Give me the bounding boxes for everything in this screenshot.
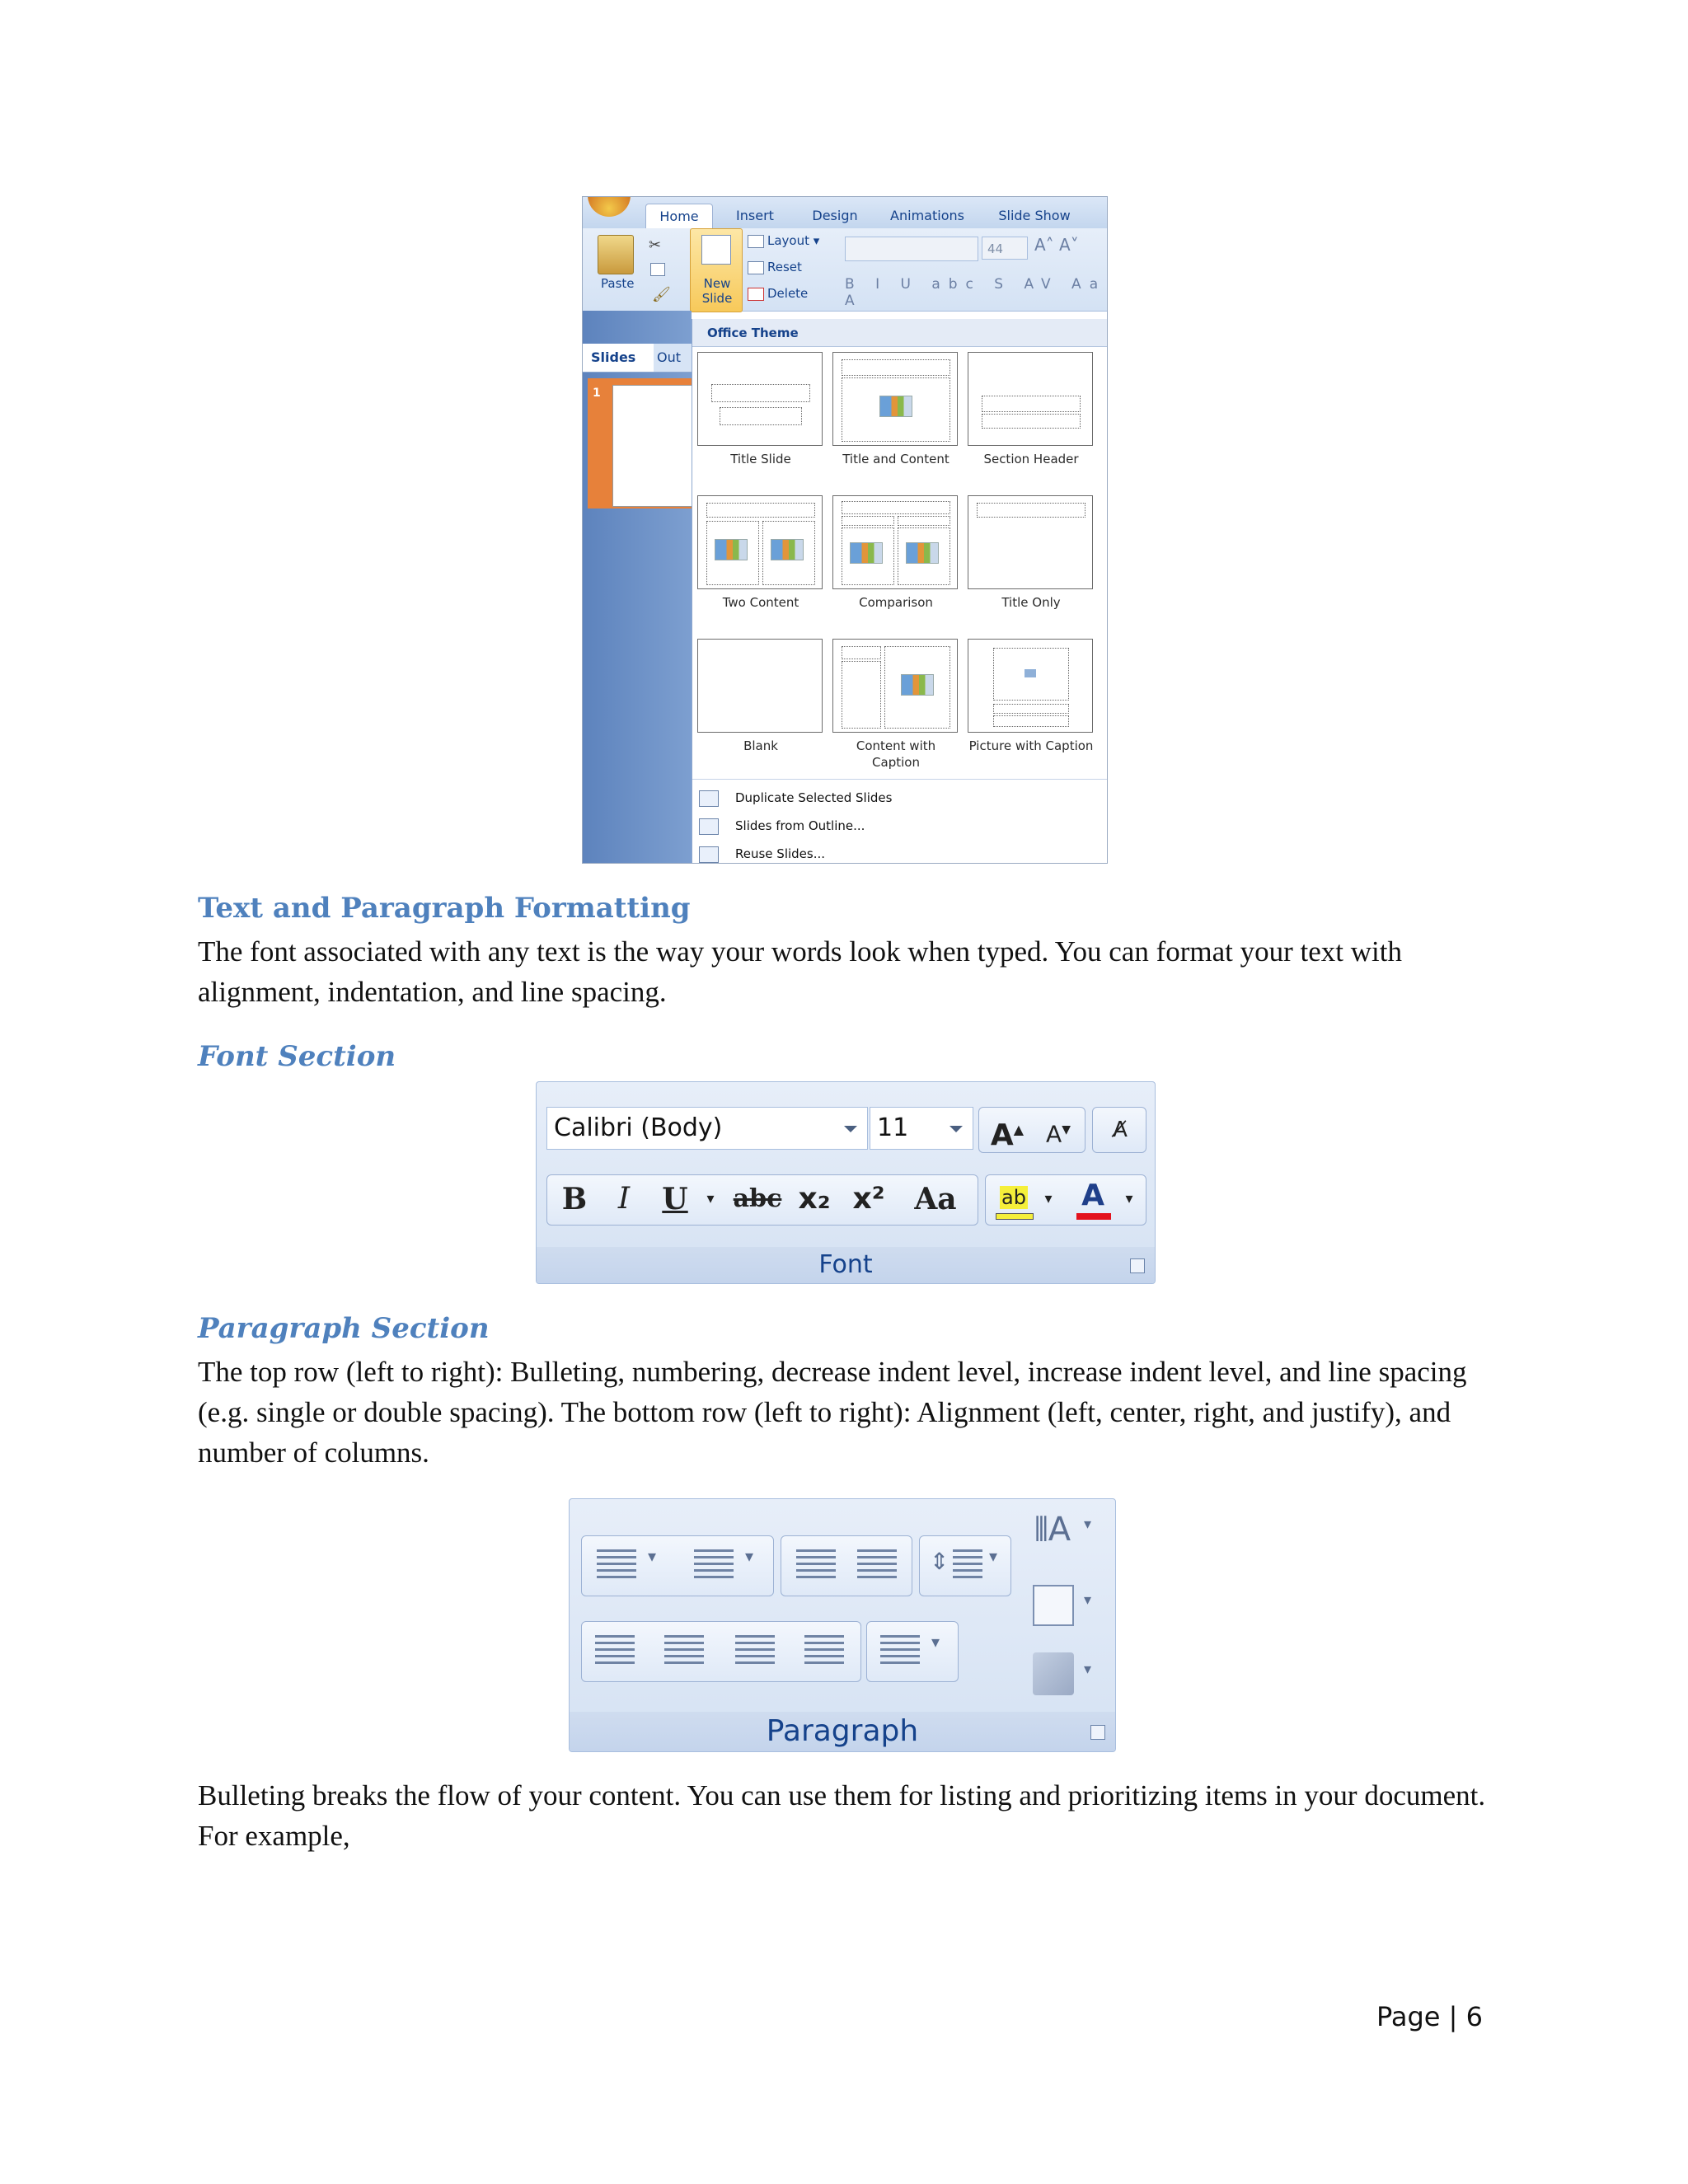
clear-formatting-group bbox=[1092, 1107, 1146, 1153]
layout-thumb bbox=[697, 495, 823, 589]
strikethrough-icon[interactable]: abc bbox=[733, 1184, 782, 1213]
new-slide-gallery-screenshot bbox=[582, 196, 1108, 864]
content-placeholder-icon bbox=[771, 539, 804, 560]
subscript-icon[interactable]: x₂ bbox=[798, 1182, 831, 1216]
layout-thumb bbox=[697, 639, 823, 733]
menu-item-label: Reuse Slides... bbox=[735, 846, 826, 861]
columns-icon[interactable] bbox=[880, 1635, 920, 1666]
content-placeholder-icon bbox=[879, 396, 912, 417]
smartart-dropdown-icon[interactable]: ▾ bbox=[1084, 1661, 1092, 1678]
align-center-icon[interactable] bbox=[664, 1635, 704, 1666]
layout-caption: Content with Caption bbox=[856, 738, 936, 770]
section-body: The font associated with any text is the way your words look when typed. You can format your text with alignment, indentation, and line spacing. bbox=[198, 935, 1402, 1008]
font-color-dropdown-icon[interactable]: ▾ bbox=[1125, 1190, 1133, 1207]
font-group-label: Font bbox=[537, 1247, 1155, 1283]
tab-slides[interactable]: Slides bbox=[583, 344, 654, 372]
italic-icon[interactable]: I bbox=[617, 1182, 631, 1216]
delete-icon bbox=[748, 288, 764, 301]
chevron-down-icon[interactable] bbox=[844, 1126, 857, 1132]
underline-icon[interactable]: U bbox=[662, 1182, 688, 1216]
grow-font-icon[interactable]: A˄ A˅ bbox=[1034, 235, 1079, 255]
reset-label: Reset bbox=[767, 260, 802, 274]
menu-divider bbox=[692, 779, 1108, 780]
menu-item-label: Slides from Outline... bbox=[735, 818, 865, 833]
columns-group bbox=[866, 1621, 959, 1682]
layout-caption: Section Header bbox=[983, 452, 1079, 466]
font-name-combo[interactable] bbox=[845, 237, 978, 261]
tab-animations[interactable]: Animations bbox=[890, 208, 964, 223]
font-color-icon[interactable]: A bbox=[1068, 1174, 1118, 1218]
clear-formatting-icon[interactable]: A̸ bbox=[1113, 1118, 1128, 1142]
columns-dropdown-icon[interactable]: ▾ bbox=[931, 1632, 940, 1652]
alignment-buttons-group bbox=[581, 1621, 861, 1682]
duplicate-slides-icon bbox=[699, 790, 719, 807]
tab-design[interactable]: Design bbox=[812, 208, 858, 223]
layout-caption: Comparison bbox=[859, 595, 933, 610]
delete-label: Delete bbox=[767, 286, 809, 301]
paragraph-section-body: The top row (left to right): Bulleting, numbering, decrease indent level, increase indent level, and line spacing (e.g. single or double spacing). The bottom row (left to right): Alignment (left, center, right, and justify), and number of columns. bbox=[198, 1356, 1467, 1469]
numbering-icon[interactable] bbox=[694, 1549, 734, 1581]
content-placeholder-icon bbox=[850, 542, 883, 564]
layout-thumb bbox=[832, 639, 958, 733]
font-size-combo[interactable] bbox=[870, 1107, 973, 1150]
reset-button[interactable] bbox=[748, 260, 802, 274]
decrease-indent-icon[interactable] bbox=[796, 1549, 836, 1581]
layout-comparison[interactable] bbox=[832, 495, 959, 611]
line-spacing-icon[interactable] bbox=[953, 1549, 982, 1581]
font-format-buttons-disabled: B I U abc S AV Aa A bbox=[845, 276, 1107, 309]
indent-buttons-group bbox=[781, 1535, 912, 1596]
layout-title-slide[interactable] bbox=[697, 352, 824, 467]
layout-thumb bbox=[832, 352, 958, 446]
layout-thumb bbox=[968, 495, 1093, 589]
slide-thumbnail[interactable] bbox=[588, 378, 692, 509]
chevron-down-icon[interactable] bbox=[950, 1126, 963, 1132]
layout-thumb bbox=[968, 352, 1093, 446]
layout-two-content[interactable] bbox=[697, 495, 824, 611]
line-spacing-arrows-icon[interactable]: ⇕ bbox=[930, 1548, 950, 1575]
font-section-heading: Font Section bbox=[198, 1040, 396, 1073]
list-buttons-group bbox=[581, 1535, 774, 1596]
content-placeholder-icon bbox=[906, 542, 939, 564]
layout-thumb bbox=[968, 639, 1093, 733]
underline-dropdown-icon[interactable]: ▾ bbox=[706, 1190, 715, 1207]
font-name-value: Calibri (Body) bbox=[554, 1113, 723, 1142]
page-number-footer: Page | 6 bbox=[1376, 2001, 1483, 2032]
menu-slides-from-outline[interactable] bbox=[692, 812, 1108, 840]
tab-outline[interactable]: Out bbox=[657, 349, 682, 365]
menu-item-label: Duplicate Selected Slides bbox=[735, 790, 893, 805]
font-format-buttons-group bbox=[546, 1174, 978, 1226]
layout-button[interactable]: Layout ▾ bbox=[748, 233, 819, 248]
layout-blank[interactable] bbox=[697, 639, 824, 754]
line-spacing-group bbox=[919, 1535, 1011, 1596]
increase-indent-icon[interactable] bbox=[857, 1549, 897, 1581]
font-size-value: 11 bbox=[877, 1113, 909, 1142]
layout-label: Layout bbox=[767, 233, 809, 248]
paste-label[interactable]: Paste bbox=[601, 276, 635, 291]
numbering-dropdown-icon[interactable]: ▾ bbox=[745, 1546, 754, 1566]
section-heading: Text and Paragraph Formatting bbox=[198, 892, 691, 925]
bullets-dropdown-icon[interactable]: ▾ bbox=[648, 1546, 657, 1566]
text-highlight-color-icon[interactable]: ab bbox=[989, 1175, 1039, 1220]
tab-home[interactable]: Home bbox=[645, 204, 713, 229]
text-direction-icon[interactable]: ⫴A bbox=[1034, 1511, 1071, 1549]
pane-tabs bbox=[583, 344, 692, 373]
picture-placeholder-icon bbox=[1025, 669, 1036, 677]
bold-icon[interactable]: B bbox=[561, 1182, 588, 1216]
tab-insert[interactable]: Insert bbox=[736, 208, 774, 223]
layout-content-with-caption[interactable] bbox=[832, 639, 959, 771]
text-direction-dropdown-icon[interactable]: ▾ bbox=[1084, 1516, 1092, 1533]
superscript-icon[interactable]: x² bbox=[852, 1182, 885, 1216]
grow-font-icon[interactable]: A▲ bbox=[990, 1118, 1025, 1152]
new-slide-icon bbox=[701, 235, 731, 265]
layout-thumb bbox=[832, 495, 958, 589]
layout-caption: Picture with Caption bbox=[968, 738, 1094, 753]
grow-shrink-font-group bbox=[978, 1107, 1085, 1153]
change-case-icon[interactable]: Aa bbox=[914, 1182, 957, 1216]
layout-caption: Title and Content bbox=[842, 452, 950, 466]
paragraph-section-heading: Paragraph Section bbox=[198, 1312, 490, 1345]
ribbon-home bbox=[583, 228, 1107, 312]
dialog-launcher-icon[interactable] bbox=[1090, 1725, 1105, 1740]
shrink-font-icon[interactable]: A▼ bbox=[1046, 1120, 1071, 1148]
content-placeholder-icon bbox=[901, 674, 934, 696]
closing-paragraph: Bulleting breaks the flow of your content. You can use them for listing and prioritizing items in your document. For example, bbox=[198, 1779, 1486, 1852]
delete-button[interactable] bbox=[748, 286, 808, 301]
layout-title-only[interactable] bbox=[968, 495, 1095, 611]
justify-icon[interactable] bbox=[804, 1635, 844, 1666]
layout-title-and-content[interactable] bbox=[832, 352, 959, 467]
color-buttons-group bbox=[985, 1174, 1146, 1226]
align-text-icon[interactable] bbox=[1033, 1585, 1074, 1626]
new-slide-label: New Slide bbox=[701, 276, 733, 306]
layout-caption: Two Content bbox=[722, 595, 799, 610]
layout-picture-with-caption[interactable] bbox=[968, 639, 1095, 754]
bullets-icon[interactable] bbox=[597, 1549, 636, 1581]
paragraph-group-label: Paragraph bbox=[570, 1712, 1115, 1751]
line-spacing-dropdown-icon[interactable]: ▾ bbox=[989, 1546, 998, 1566]
layout-thumb bbox=[697, 352, 823, 446]
layout-icon bbox=[748, 235, 764, 248]
layout-caption: Title Only bbox=[1001, 595, 1061, 610]
align-text-dropdown-icon[interactable]: ▾ bbox=[1084, 1591, 1092, 1609]
copy-icon[interactable] bbox=[650, 263, 665, 276]
cut-icon[interactable]: ✂ bbox=[649, 237, 662, 254]
content-placeholder-icon bbox=[715, 539, 748, 560]
paste-icon[interactable] bbox=[598, 235, 634, 274]
reset-icon bbox=[748, 261, 764, 274]
highlight-dropdown-icon[interactable]: ▾ bbox=[1044, 1190, 1053, 1207]
menu-reuse-slides[interactable] bbox=[692, 840, 1108, 864]
menu-duplicate-selected-slides[interactable] bbox=[692, 784, 1108, 812]
convert-to-smartart-icon[interactable] bbox=[1033, 1652, 1074, 1695]
format-painter-icon[interactable]: 🖌 bbox=[652, 286, 671, 303]
reuse-slides-icon bbox=[699, 846, 719, 863]
dialog-launcher-icon[interactable] bbox=[1130, 1258, 1145, 1273]
layout-caption: Title Slide bbox=[730, 452, 791, 466]
slides-from-outline-icon bbox=[699, 818, 719, 835]
font-group-screenshot bbox=[536, 1081, 1156, 1284]
gallery-title: Office Theme bbox=[692, 319, 1108, 347]
layout-section-header[interactable] bbox=[968, 352, 1095, 467]
align-left-icon[interactable] bbox=[595, 1635, 635, 1666]
layout-caption: Blank bbox=[743, 738, 778, 753]
paragraph-group-screenshot bbox=[569, 1498, 1116, 1752]
slide-thumbnail-preview bbox=[612, 385, 696, 507]
font-size-combo[interactable]: 44 bbox=[982, 237, 1028, 260]
slide-number: 1 bbox=[593, 387, 601, 400]
tab-slide-show[interactable]: Slide Show bbox=[998, 208, 1071, 223]
font-name-combo[interactable] bbox=[546, 1107, 868, 1150]
layout-gallery bbox=[692, 319, 1108, 863]
align-right-icon[interactable] bbox=[735, 1635, 775, 1666]
